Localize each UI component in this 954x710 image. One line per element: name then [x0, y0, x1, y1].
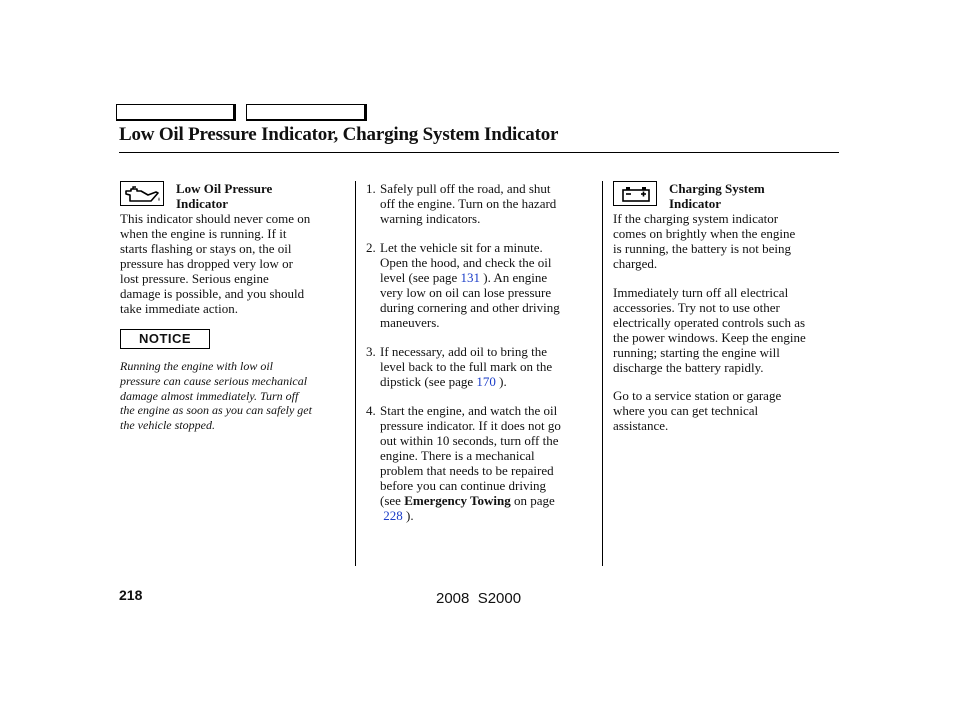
column-divider-1 — [355, 181, 356, 566]
page-number: 218 — [119, 587, 143, 603]
oil-pressure-heading: Low Oil Pressure Indicator — [176, 181, 273, 211]
charging-para-2: Immediately turn off all electrical accessories. Try not to use other electrically operated controls such as the power windows. Keep the engine running; starting the engine will discharge the battery rapidly. — [613, 285, 806, 375]
oil-can-icon — [120, 181, 164, 206]
charging-system-heading: Charging System Indicator — [669, 181, 765, 211]
step-4: 4. Start the engine, and watch the oil pressure indicator. If it does not go out within 10 seconds, turn off the engine. There is a mechanical problem that needs to be repaired before you can continue driving (see Emergency Towing on page 228 ). — [366, 403, 561, 523]
step-2: 2. Let the vehicle sit for a minute. Open the hood, and check the oil level (see page 131 ). An engine very low on oil can lose pressure during cornering and other driving maneuvers. — [366, 240, 560, 330]
page-link-131[interactable]: 131 — [460, 270, 480, 285]
column-divider-2 — [602, 181, 603, 566]
oil-pressure-body: This indicator should never come on when the engine is running. If it starts flashing or stays on, the oil pressure has dropped very low or lost pressure. Serious engine damage is possible, and you should take immediate action. — [120, 211, 311, 316]
step-3: 3. If necessary, add oil to bring the level back to the full mark on the dipstick (see page 170 ). — [366, 344, 553, 389]
page-title: Low Oil Pressure Indicator, Charging System Indicator — [119, 124, 559, 145]
model-footer: 2008 S2000 — [436, 590, 522, 607]
notice-label: NOTICE — [120, 329, 210, 349]
page-link-228[interactable]: 228 — [383, 508, 403, 523]
title-divider — [119, 152, 839, 153]
notice-text: Running the engine with low oil pressure can cause serious mechanical damage almost immediately. Turn off the engine as soon as you can safely get the vehicle stopped. — [120, 359, 312, 433]
charging-para-1: If the charging system indicator comes on brightly when the engine is running, the battery is not being charged. — [613, 211, 796, 271]
charging-para-3: Go to a service station or garage where you can get technical assistance. — [613, 388, 782, 433]
nav-button-previous[interactable] — [116, 104, 236, 121]
battery-icon — [613, 181, 657, 206]
page-link-170[interactable]: 170 — [476, 374, 496, 389]
step-1: 1. Safely pull off the road, and shut off the engine. Turn on the hazard warning indicators. — [366, 181, 557, 226]
nav-button-next[interactable] — [246, 104, 367, 121]
